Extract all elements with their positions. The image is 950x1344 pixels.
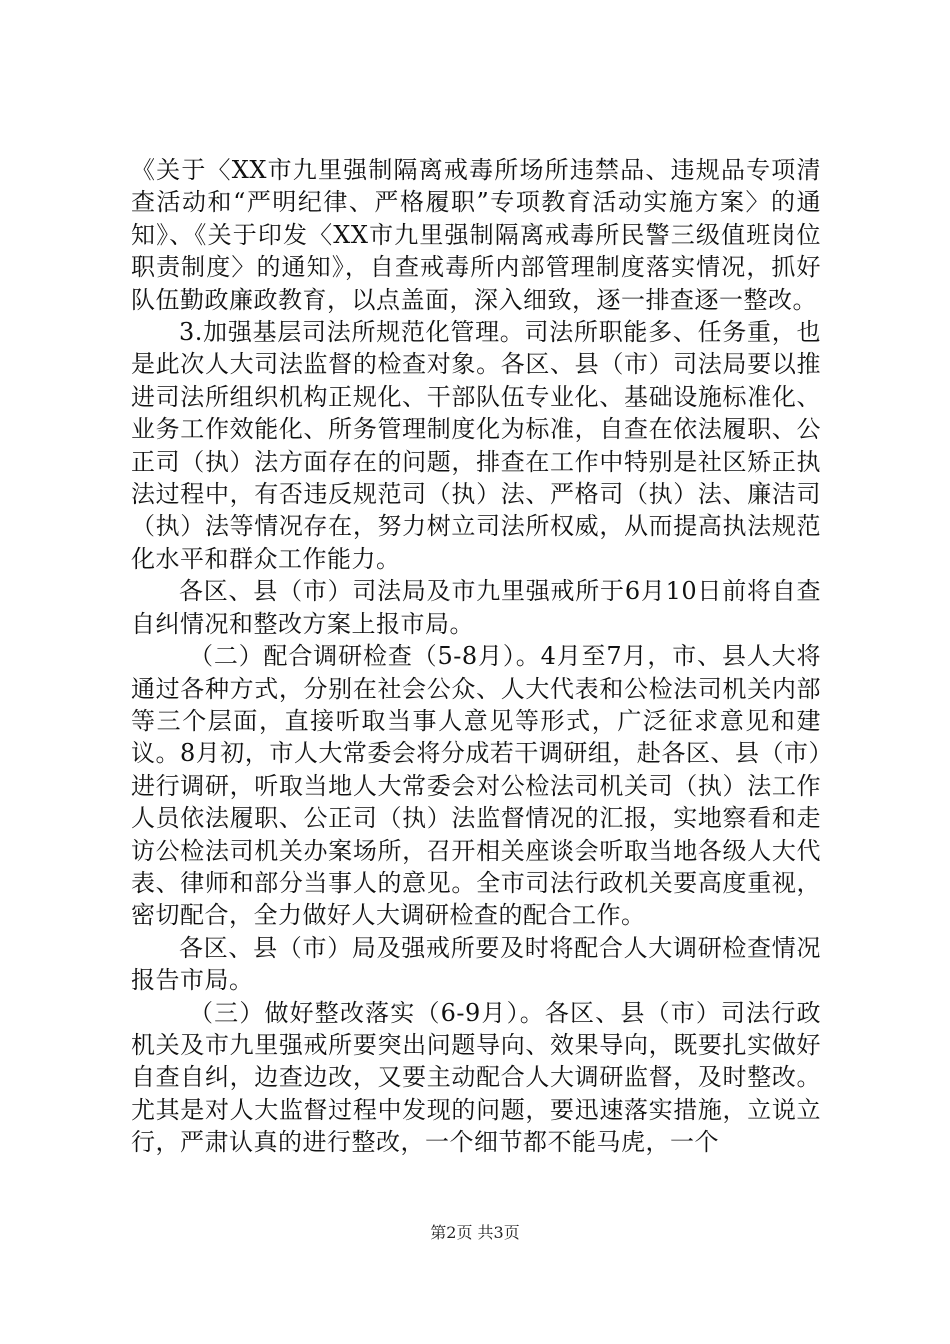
page-number-footer: 第2页 共3页 — [430, 1223, 520, 1242]
paragraph-section-three: （三）做好整改落实（6-9月）。各区、县（市）司法行政机关及市九里强戒所要突出问题导向、效果导向，既要扎实做好自查自纠，边查边改，又要主动配合人大调研监督，及时整改。尤其是对人大监督过程中发现的问题，要迅速落实措施，立说立行，严肃认真的进行整改，一个细节都不能马虎，一个 — [131, 998, 821, 1157]
paragraph-section-two: （二）配合调研检查（5-8月）。4月至7月，市、县人大将通过各种方式，分别在社会公众、人大代表和公检法司机关内部等三个层面，直接听取当事人意见等形式，广泛征求意见和建议。8月初，市人大常委会将分成若干调研组，赴各区、县（市）进行调研，听取当地人大常委会对公检法司机关司（执）法工作人员依法履职、公正司（执）法监督情况的汇报，实地察看和走访公检法司机关办案场所，召开相关座谈会听取当地各级人大代表、律师和部分当事人的意见。全市司法行政机关要高度重视，密切配合，全力做好人大调研检查的配合工作。 — [131, 642, 821, 930]
paragraph-report-cooperation: 各区、县（市）局及强戒所要及时将配合人大调研检查情况报告市局。 — [131, 933, 821, 995]
paragraph-section-3: 3.加强基层司法所规范化管理。司法所职能多、任务重，也是此次人大司法监督的检查对象。各区、县（市）司法局要以推进司法所组织机构正规化、干部队伍专业化、基础设施标准化、业务工作效能化、所务管理制度化为标准，自查在依法履职、公正司（执）法方面存在的问题，排查在工作中特别是社区矫正执法过程中，有否违反规范司（执）法、严格司（执）法、廉洁司（执）法等情况存在，努力树立司法所权威，从而提高执法规范化水平和群众工作能力。 — [131, 318, 821, 573]
document-body — [131, 154, 821, 1159]
paragraph-continuation: 《关于〈XX市九里强制隔离戒毒所场所违禁品、违规品专项清查活动和“严明纪律、严格履职”专项教育活动实施方案〉的通知》、《关于印发〈XX市九里强制隔离戒毒所民警三级值班岗位职责制度〉的通知》，自查戒毒所内部管理制度落实情况，抓好队伍勤政廉政教育，以点盖面，深入细致，逐一排查逐一整改。 — [131, 156, 821, 314]
paragraph-report-deadline: 各区、县（市）司法局及市九里强戒所于6月10日前将自查自纠情况和整改方案上报市局。 — [131, 577, 821, 638]
